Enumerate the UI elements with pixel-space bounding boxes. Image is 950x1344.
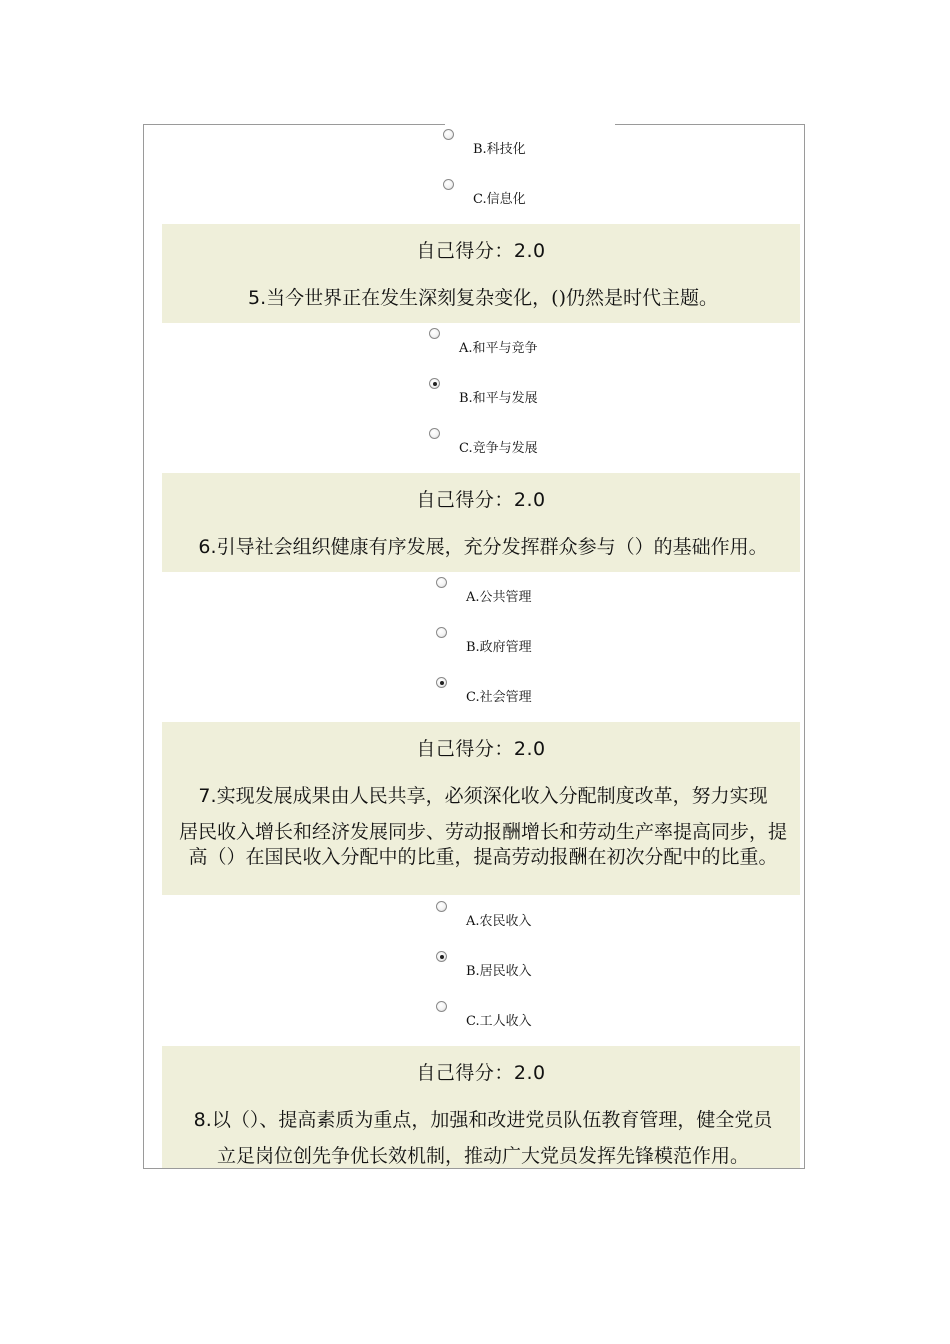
question-text-line2: 立足岗位创先争优长效机制，推动广大党员发挥先锋模范作用。 xyxy=(216,1145,749,1167)
question-text-line1 xyxy=(170,783,796,810)
radio-button[interactable] xyxy=(436,577,447,588)
question-body: 引导社会组织健康有序发展，充分发挥群众参与（）的基础作用。 xyxy=(216,536,768,558)
score-label: 自己得分：2.0 xyxy=(416,240,546,262)
radio-button[interactable] xyxy=(436,627,447,638)
score-label: 自己得分：2.0 xyxy=(416,738,546,760)
option-label: A.公共管理 xyxy=(466,590,532,605)
radio-button-selected[interactable] xyxy=(436,951,447,962)
question-number: 6. xyxy=(198,536,217,558)
q8-header xyxy=(162,1046,800,1168)
option-label: B.政府管理 xyxy=(466,640,532,655)
question-text xyxy=(170,534,796,561)
option-label: C.工人收入 xyxy=(466,1014,532,1029)
score-label: 自己得分：2.0 xyxy=(416,489,546,511)
option-label: A.农民收入 xyxy=(466,914,532,929)
radio-button-selected[interactable] xyxy=(429,378,440,389)
option-label: B.科技化 xyxy=(473,142,526,157)
question-number: 8. xyxy=(193,1109,212,1131)
option-label: C.信息化 xyxy=(473,192,526,207)
radio-button[interactable] xyxy=(429,428,440,439)
option-label: C.竞争与发展 xyxy=(459,441,538,456)
radio-button-selected[interactable] xyxy=(436,677,447,688)
radio-button[interactable] xyxy=(436,1001,447,1012)
question-number: 7. xyxy=(198,785,217,807)
question-body: 当今世界正在发生深刻复杂变化，()仍然是时代主题。 xyxy=(266,287,718,309)
question-body: 以（）、提高素质为重点，加强和改进党员队伍教育管理，健全党员 xyxy=(211,1109,773,1131)
question-text-line1 xyxy=(170,1107,796,1134)
question-number: 5. xyxy=(248,287,267,309)
option-label: C.社会管理 xyxy=(466,690,532,705)
question-text-line2: 居民收入增长和经济发展同步、劳动报酬增长和劳动生产率提高同步，提高（）在国民收入分配中的比重，提高劳动报酬在初次分配中的比重。 xyxy=(178,821,787,868)
question-body: 实现发展成果由人民共享，必须深化收入分配制度改革，努力实现 xyxy=(216,785,768,807)
score-label: 自己得分：2.0 xyxy=(416,1062,546,1084)
option-label: B.居民收入 xyxy=(466,964,532,979)
frame-notch xyxy=(445,123,615,127)
q5-header xyxy=(162,224,800,323)
option-label: B.和平与发展 xyxy=(459,391,538,406)
question-text xyxy=(170,285,796,312)
radio-button[interactable] xyxy=(429,328,440,339)
option-label: A.和平与竞争 xyxy=(459,341,538,356)
q7-header xyxy=(162,722,800,895)
radio-button[interactable] xyxy=(436,901,447,912)
q6-header xyxy=(162,473,800,572)
radio-button[interactable] xyxy=(443,179,454,190)
radio-button[interactable] xyxy=(443,129,454,140)
